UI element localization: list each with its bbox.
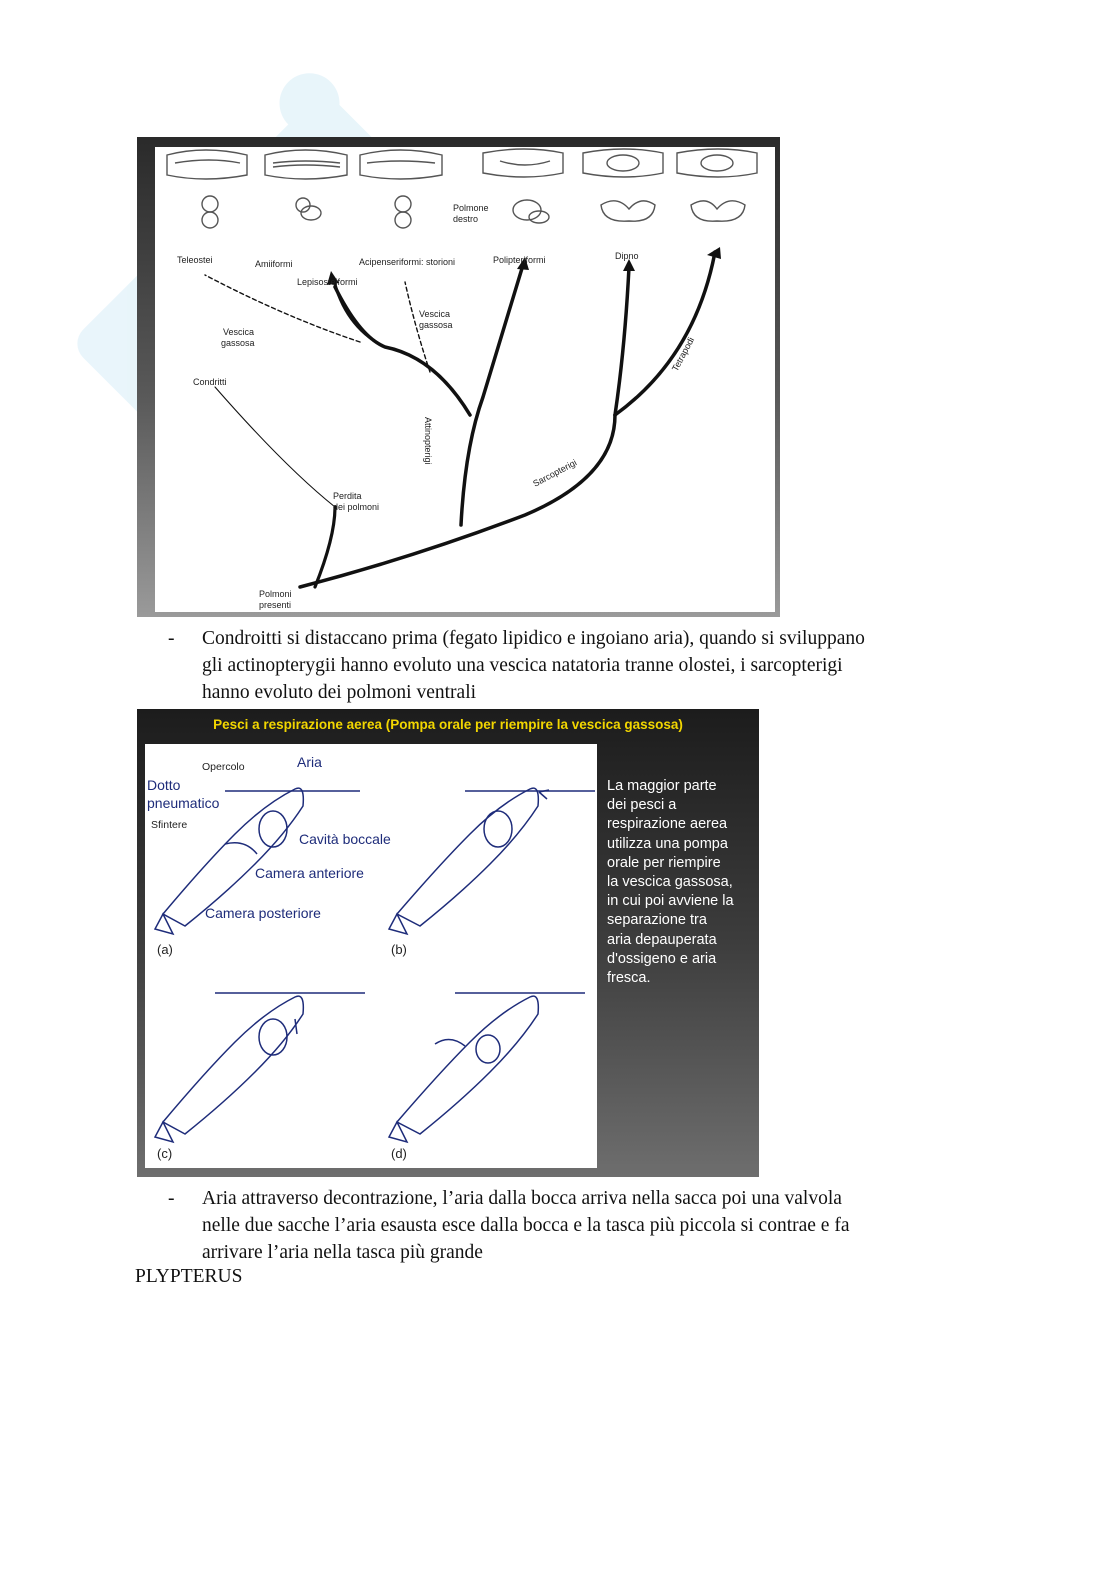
label-presenti: presenti <box>259 600 292 610</box>
label-teleostei: Teleostei <box>177 255 213 265</box>
section-heading: PLYPTERUS <box>135 1266 243 1287</box>
caption-line: orale per riempire <box>607 854 721 871</box>
label-sfintere: Sfintere <box>151 819 188 831</box>
caption-line: utilizza una pompa <box>607 835 728 852</box>
label-polmone: Polmone <box>453 203 489 213</box>
bullet-line: nelle due sacche l’aria esausta esce dalla bocca e la tasca più piccola si contrae e fa <box>202 1215 850 1236</box>
figure-title: Pesci a respirazione aerea (Pompa orale per riempire la vescica gassosa) <box>213 717 683 732</box>
label-lepisosteiformi: Lepisosteiformi <box>297 277 358 287</box>
label-vescica-1: Vescica <box>223 327 255 337</box>
label-amiiformi: Amiiformi <box>255 259 293 269</box>
bullet-line: arrivare l’aria nella tasca più grande <box>202 1242 483 1263</box>
label-gassosa-1: gassosa <box>221 338 255 348</box>
label-camera-posteriore: Camera posteriore <box>205 905 321 921</box>
fish-diagram-panel <box>145 744 597 1168</box>
caption-line: La maggior parte <box>607 778 717 794</box>
caption-line: la vescica gassosa, <box>607 874 733 891</box>
label-dotto: Dotto <box>147 777 181 793</box>
bullet-line: gli actinopterygii hanno evoluto una vescica natatoria tranne olostei, i sarcopterigi <box>202 655 843 676</box>
label-acipenseriformi: Acipenseriformi: storioni <box>359 257 456 267</box>
label-sarcopterigi: Sarcopterigi <box>531 457 579 489</box>
label-destro: destro <box>453 214 479 224</box>
bullet-dash: - <box>168 628 175 649</box>
phylogeny-diagram <box>155 147 775 612</box>
label-pneumatico: pneumatico <box>147 795 220 811</box>
bullet-line: Condroitti si distaccano prima (fegato lipidico e ingoiano aria), quando si sviluppano <box>202 628 865 649</box>
label-vescica-2: Vescica <box>419 309 451 319</box>
label-opercolo: Opercolo <box>202 761 245 773</box>
air-breathing-figure <box>137 709 759 1177</box>
caption-line: separazione tra <box>607 912 707 929</box>
bullet-line: Aria attraverso decontrazione, l’aria dalla bocca arriva nella sacca poi una valvola <box>202 1188 842 1209</box>
caption-line: in cui poi avviene la <box>607 893 734 910</box>
caption-line: aria depauperata <box>607 931 717 948</box>
label-panel-b: (b) <box>391 942 407 957</box>
caption-line: respirazione aerea <box>607 816 728 833</box>
bullet-line: hanno evoluto dei polmoni ventrali <box>202 682 477 703</box>
label-panel-c: (c) <box>157 1146 173 1161</box>
label-dei-polmoni: dei polmoni <box>333 502 380 512</box>
label-dipno: Dipno <box>615 251 639 261</box>
label-cavita-boccale: Cavità boccale <box>299 831 391 847</box>
label-polmoni: Polmoni <box>259 589 292 599</box>
label-condritti: Condritti <box>193 377 227 387</box>
label-perdita: Perdita <box>333 491 362 501</box>
bullet-dash: - <box>168 1188 175 1209</box>
label-panel-d: (d) <box>391 1146 407 1161</box>
figure-caption <box>607 777 755 988</box>
label-gassosa-2: gassosa <box>419 320 453 330</box>
caption-line: fresca. <box>607 970 651 987</box>
label-camera-anteriore: Camera anteriore <box>255 865 364 881</box>
label-tetrapodi: Tetrapodi <box>669 335 697 373</box>
tree-branches <box>205 252 715 587</box>
caption-line: dei pesci a <box>607 797 677 814</box>
phylogeny-figure <box>137 137 780 617</box>
label-polipteriformi: Polipteriformi <box>493 255 546 265</box>
label-panel-a: (a) <box>157 942 173 957</box>
caption-line: d'ossigeno e aria <box>607 950 717 967</box>
label-aria: Aria <box>297 754 322 770</box>
fish-diagrams <box>145 744 597 1168</box>
label-attinopterigi: Attinopterigi <box>423 417 433 465</box>
